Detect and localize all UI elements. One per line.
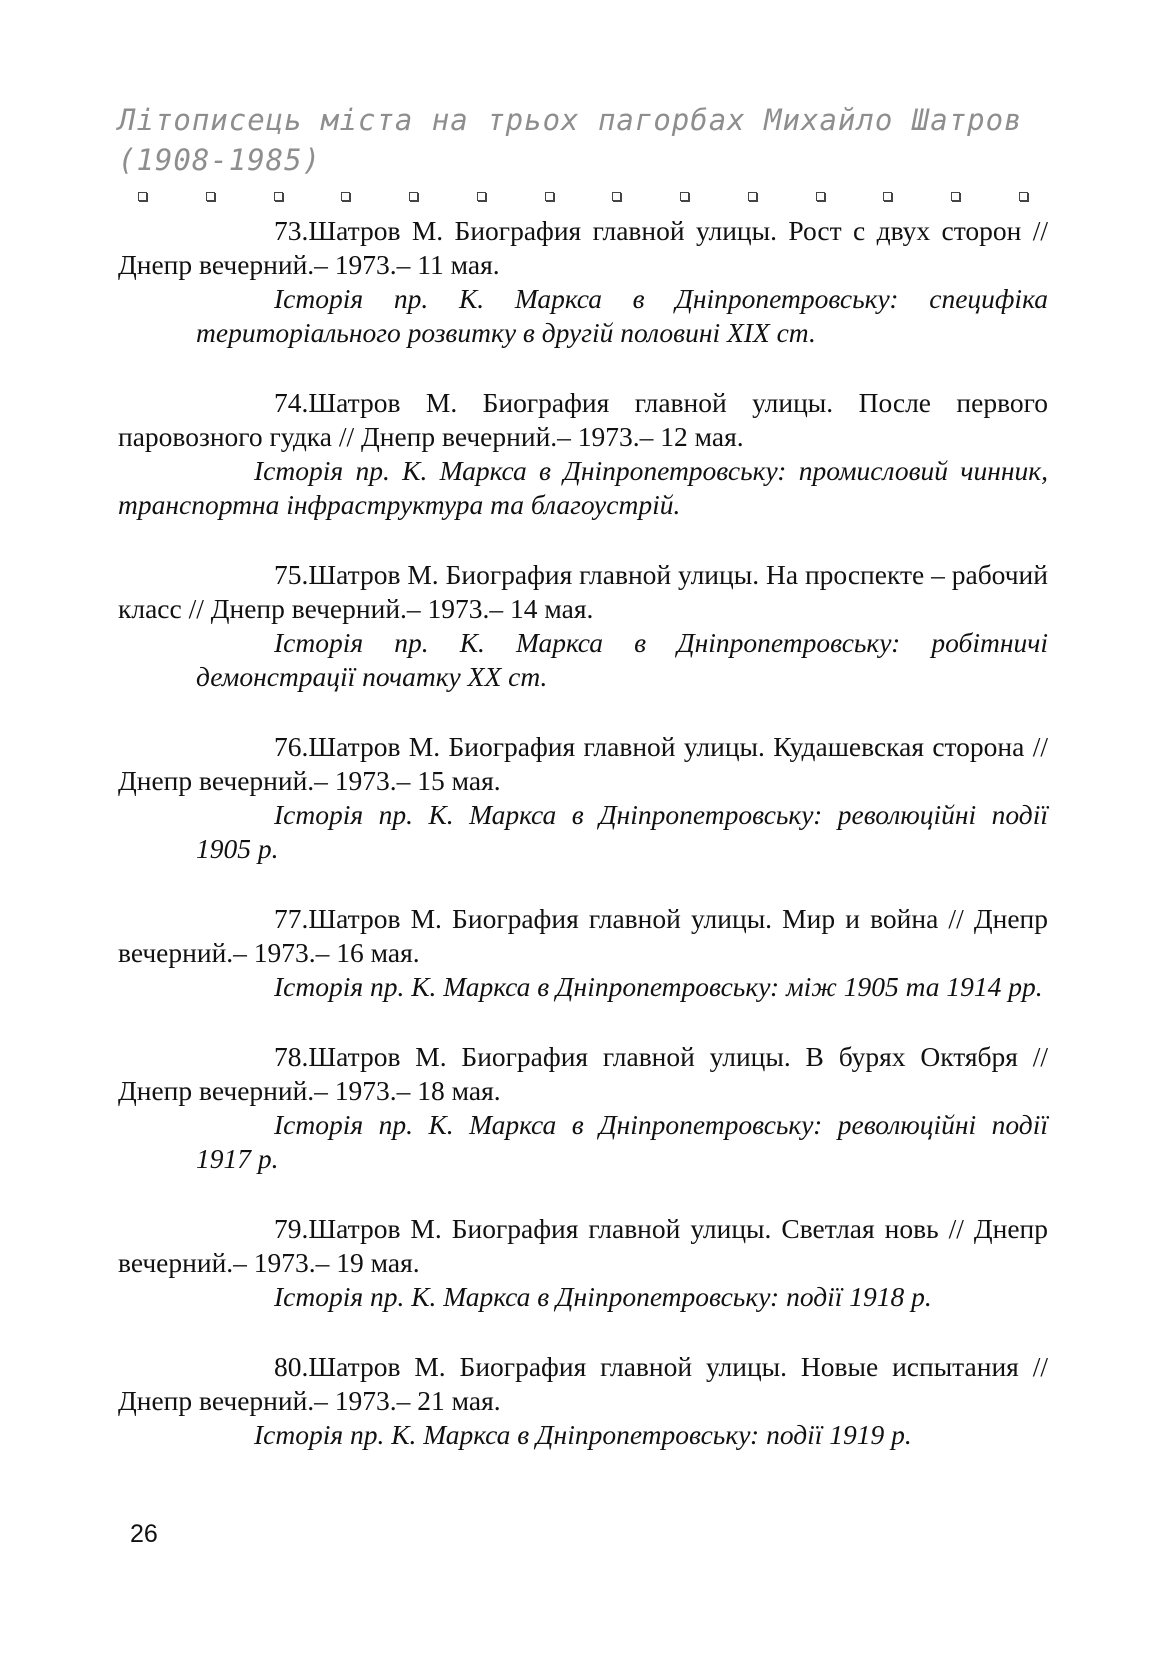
entry-reference [118,1350,1048,1418]
entry-reference-text: Шатров М. Биография главной улицы. Светлая новь // Днепр вечерний.– 1973.– 19 мая. [118,1213,1048,1278]
bibliography-list [118,214,1048,1488]
square-bullet-icon [612,192,621,201]
bibliography-entry-78 [118,1040,1048,1176]
entry-reference-text: Шатров М. Биография главной улицы. После первого паровозного гудка // Днепр вечерний.– 1973.– 12 мая. [118,387,1048,452]
square-bullet-icon [341,192,350,201]
square-bullet-icon [138,192,147,201]
entry-reference [118,1212,1048,1280]
entry-reference-text: Шатров М. Биография главной улицы. Рост с двух сторон // Днепр вечерний.– 1973.– 11 мая. [118,215,1048,280]
entry-number: 73. [274,215,309,246]
entry-reference [118,558,1048,626]
square-bullet-icon [1019,192,1028,201]
entry-number: 75. [274,559,309,590]
bibliography-entry-77 [118,902,1048,1004]
entry-number: 77. [274,903,309,934]
running-header: Літописець міста на трьох пагорбах Михайло Шатров (1908-1985) [118,103,1023,177]
entry-number: 76. [274,731,309,762]
bibliography-entry-76 [118,730,1048,866]
entry-reference [118,1040,1048,1108]
entry-annotation: Історія пр. К. Маркса в Дніпропетровську: промисловий чинник, транспортна інфраструктура та благоустрій. [118,455,1048,520]
square-bullet-icon [680,192,689,201]
entry-annotation: Історія пр. К. Маркса в Дніпропетровську: між 1905 та 1914 рр. [274,971,1043,1002]
entry-annotation: Історія пр. К. Маркса в Дніпропетровську: робітничі демонстрації початку XX ст. [196,627,1048,692]
entry-number: 80. [274,1351,309,1382]
entry-annotation: Історія пр. К. Маркса в Дніпропетровську: специфіка територіального розвитку в другій половині XIX ст. [196,283,1048,348]
bibliography-entry-74 [118,386,1048,522]
bullet-divider [138,192,1028,201]
square-bullet-icon [545,192,554,201]
square-bullet-icon [206,192,215,201]
square-bullet-icon [409,192,418,201]
entry-reference-text: Шатров М. Биография главной улицы. На проспекте – рабочий класс // Днепр вечерний.– 1973.– 14 мая. [118,559,1048,624]
entry-number: 74. [274,387,309,418]
entry-reference-text: Шатров М. Биография главной улицы. Новые испытания // Днепр вечерний.– 1973.– 21 мая. [118,1351,1048,1416]
bibliography-entry-73 [118,214,1048,350]
entry-annotation: Історія пр. К. Маркса в Дніпропетровську: події 1919 р. [254,1419,912,1450]
square-bullet-icon [951,192,960,201]
square-bullet-icon [816,192,825,201]
entry-number: 78. [274,1041,309,1072]
bibliography-entry-80 [118,1350,1048,1452]
bibliography-entry-75 [118,558,1048,694]
entry-annotation: Історія пр. К. Маркса в Дніпропетровську: революційні події 1917 р. [196,1109,1048,1174]
entry-reference [118,386,1048,454]
entry-reference-text: Шатров М. Биография главной улицы. В бурях Октября // Днепр вечерний.– 1973.– 18 мая. [118,1041,1048,1106]
square-bullet-icon [883,192,892,201]
entry-annotation: Історія пр. К. Маркса в Дніпропетровську: події 1918 р. [274,1281,932,1312]
square-bullet-icon [274,192,283,201]
entry-number: 79. [274,1213,309,1244]
bibliography-entry-79 [118,1212,1048,1314]
square-bullet-icon [748,192,757,201]
square-bullet-icon [477,192,486,201]
entry-reference-text: Шатров М. Биография главной улицы. Кудашевская сторона // Днепр вечерний.– 1973.– 15 мая. [118,731,1048,796]
entry-reference [118,730,1048,798]
page-number: 26 [130,1520,158,1548]
entry-annotation: Історія пр. К. Маркса в Дніпропетровську: революційні події 1905 р. [196,799,1048,864]
entry-reference [118,214,1048,282]
entry-reference [118,902,1048,970]
entry-reference-text: Шатров М. Биография главной улицы. Мир и война // Днепр вечерний.– 1973.– 16 мая. [118,903,1048,968]
